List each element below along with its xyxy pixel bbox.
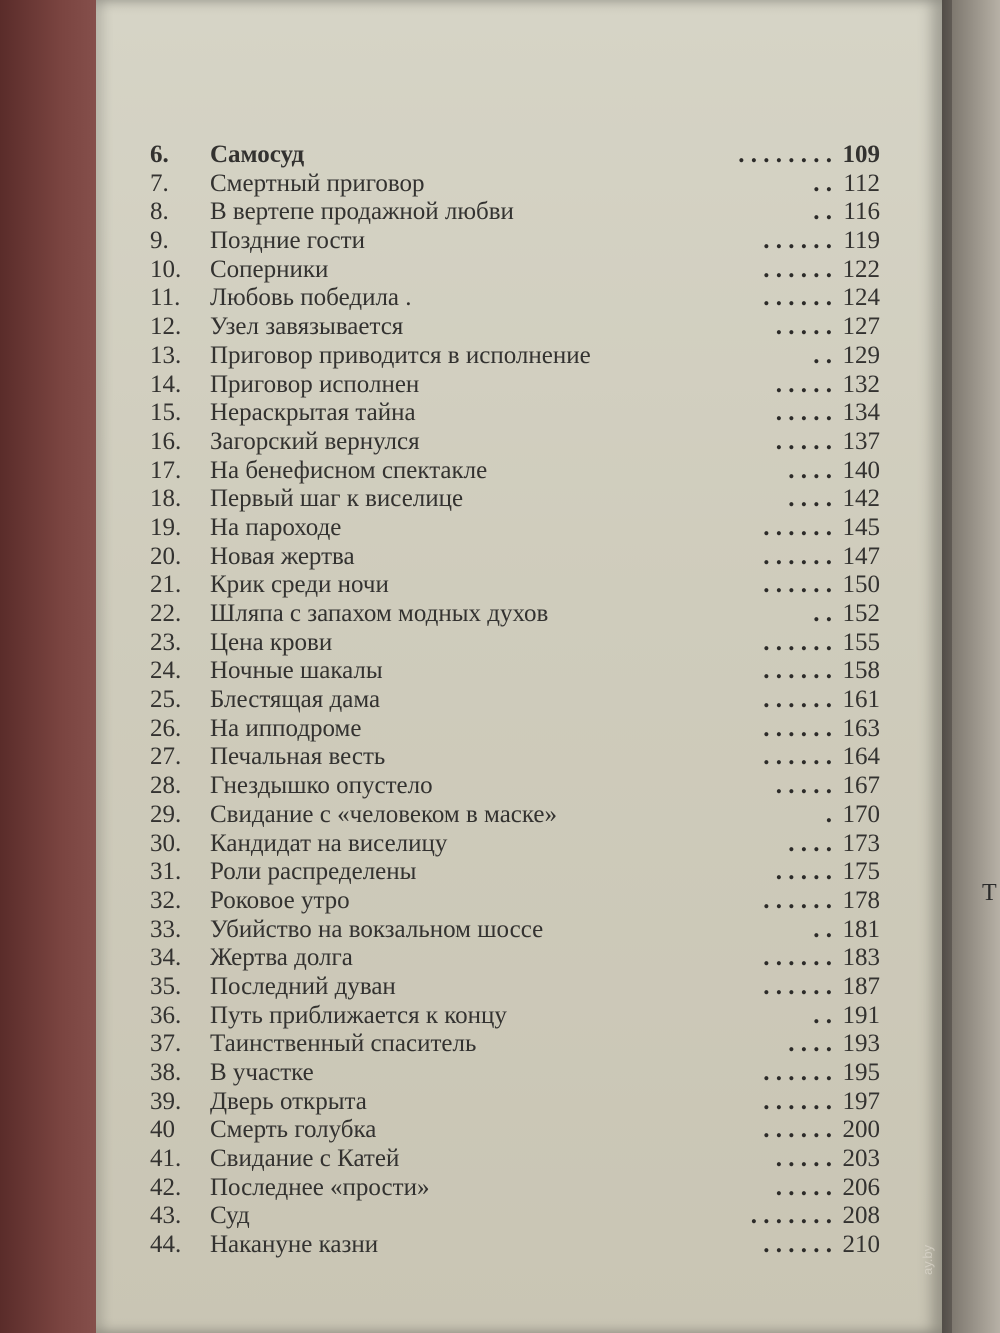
chapter-title: Последний дуван [210, 972, 396, 1000]
dot-leader: . . . . . . [763, 542, 832, 570]
chapter-title: На пароходе [210, 513, 342, 541]
chapter-title: Путь приближается к концу [210, 1001, 507, 1029]
chapter-title: Дверь открыта [210, 1087, 367, 1115]
page-number: 155 [842, 628, 880, 656]
chapter-number: 16. [150, 427, 182, 455]
toc-entry [150, 772, 910, 801]
chapter-title: На бенефисном спектакле [210, 456, 488, 484]
toc-entry [150, 170, 910, 199]
page-number: 152 [842, 600, 880, 627]
chapter-title: Роковое утро [210, 886, 350, 914]
toc-entry [150, 1002, 910, 1031]
chapter-number: 11. [150, 284, 181, 312]
table-of-contents [150, 141, 910, 1260]
chapter-number: 10. [150, 255, 182, 283]
page-number: 170 [842, 800, 880, 828]
chapter-number: 6. [150, 141, 169, 168]
chapter-number: 32. [150, 886, 182, 914]
toc-entry [150, 715, 910, 744]
watermark: ay.by [920, 1244, 935, 1275]
toc-entry [150, 1088, 910, 1117]
chapter-title: Шляпа с запахом модных духов [210, 600, 549, 627]
chapter-number: 34. [150, 944, 182, 972]
dot-leader: . . . . . [775, 1145, 832, 1173]
page-number: 163 [842, 714, 880, 742]
toc-entry [150, 198, 910, 227]
dot-leader: . . . . . . [763, 972, 832, 1000]
page-number: 137 [842, 427, 880, 455]
chapter-number: 9. [150, 227, 169, 255]
chapter-number: 19. [150, 513, 182, 541]
chapter-number: 8. [150, 198, 169, 226]
chapter-title: В участке [210, 1059, 314, 1086]
page-number: 175 [842, 858, 880, 886]
page-number: 150 [842, 571, 880, 599]
page-number: 187 [842, 972, 880, 1000]
chapter-title: Приговор приводится в исполнение [210, 341, 591, 369]
dot-leader: . . . . . . [763, 1231, 832, 1259]
page-number: 147 [842, 542, 880, 570]
chapter-title: Любовь победила . [210, 284, 412, 312]
dot-leader: . . [813, 169, 832, 197]
chapter-title: Первый шаг к виселице [210, 485, 464, 513]
toc-entry [150, 1059, 910, 1088]
toc-entry [150, 514, 910, 543]
chapter-title: Смерть голубка [210, 1116, 377, 1144]
chapter-number: 28. [150, 772, 182, 800]
chapter-number: 42. [150, 1173, 182, 1201]
page-number: 193 [842, 1030, 880, 1058]
dot-leader: . . . . . . [763, 714, 832, 742]
adjacent-page-edge [952, 0, 1000, 1333]
page-number: 112 [843, 169, 880, 197]
dot-leader: . . . . [788, 829, 832, 857]
page-number: 164 [842, 743, 880, 771]
page-number: 206 [842, 1173, 880, 1201]
toc-entry [150, 428, 910, 457]
chapter-number: 33. [150, 915, 182, 943]
chapter-title: Смертный приговор [210, 169, 425, 197]
dot-leader: . . . . . [775, 370, 832, 398]
page-number: 119 [843, 227, 880, 255]
chapter-title: Убийство на вокзальном шоссе [210, 915, 544, 943]
chapter-title: Жертва долга [210, 944, 353, 972]
chapter-title: Блестящая дама [210, 686, 381, 714]
toc-entry [150, 858, 910, 887]
chapter-title: Последнее «прости» [210, 1173, 430, 1201]
chapter-number: 31. [150, 858, 182, 886]
dot-leader: . . . . . . . . [738, 141, 832, 168]
dot-leader: . . . . . [775, 858, 832, 886]
dot-leader: . . . . [788, 1030, 832, 1058]
toc-entry [150, 686, 910, 715]
chapter-number: 23. [150, 628, 182, 656]
dot-leader: . . . . . [775, 427, 832, 455]
page-number: 145 [842, 513, 880, 541]
dot-leader: . . . . . . [763, 657, 832, 685]
dot-leader: . . . . . [775, 772, 832, 800]
page-number: 134 [842, 399, 880, 427]
toc-entry [150, 141, 910, 170]
dot-leader: . . . . . . [763, 255, 832, 283]
toc-entry [150, 801, 910, 830]
chapter-title: Загорский вернулся [210, 427, 420, 455]
page-number: 140 [842, 456, 880, 484]
dot-leader: . . . . . . [763, 284, 832, 312]
toc-entry [150, 543, 910, 572]
adjacent-page-letter: Т [982, 880, 997, 906]
toc-entry [150, 830, 910, 859]
toc-entry [150, 227, 910, 256]
toc-entry [150, 371, 910, 400]
page-number: 109 [842, 141, 880, 168]
chapter-number: 41. [150, 1145, 182, 1173]
chapter-number: 13. [150, 341, 182, 369]
chapter-title: Соперники [210, 255, 329, 283]
chapter-title: Накануне казни [210, 1231, 379, 1259]
dot-leader: . . . . . . [763, 886, 832, 914]
dot-leader: . . . . . . [763, 571, 832, 599]
toc-entry [150, 313, 910, 342]
toc-entry [150, 1202, 910, 1231]
page-number: 197 [842, 1087, 880, 1115]
toc-entry [150, 1030, 910, 1059]
page-number: 122 [842, 255, 880, 283]
chapter-number: 43. [150, 1202, 182, 1230]
chapter-title: Поздние гости [210, 227, 365, 255]
chapter-number: 36. [150, 1001, 182, 1029]
chapter-number: 25. [150, 686, 182, 714]
chapter-number: 27. [150, 743, 182, 771]
chapter-number: 40 [150, 1116, 175, 1144]
dot-leader: . . . . . . [763, 227, 832, 255]
toc-entry [150, 1174, 910, 1203]
dot-leader: . . . . . [775, 313, 832, 341]
page-number: 132 [842, 370, 880, 398]
page-number: 191 [842, 1001, 880, 1029]
page-number: 195 [842, 1059, 880, 1086]
dot-leader: . . . . . [775, 399, 832, 427]
page-number: 129 [842, 341, 880, 369]
chapter-title: Свидание с «человеком в маске» [210, 800, 558, 828]
chapter-number: 7. [150, 169, 169, 197]
page-number: 173 [842, 829, 880, 857]
page-number: 200 [842, 1116, 880, 1144]
page-number: 127 [842, 313, 880, 341]
page-number: 124 [842, 284, 880, 312]
chapter-title: Новая жертва [210, 542, 355, 570]
dot-leader: . . [813, 915, 832, 943]
toc-entry [150, 743, 910, 772]
chapter-title: Нераскрытая тайна [210, 399, 416, 427]
chapter-title: Гнездышко опустело [210, 772, 433, 800]
chapter-number: 12. [150, 313, 182, 341]
dot-leader: . . . . [788, 485, 832, 513]
toc-entry [150, 1116, 910, 1145]
dot-leader: . . [813, 600, 832, 627]
dot-leader: . . . . . . [763, 628, 832, 656]
chapter-title: На ипподроме [210, 714, 362, 742]
page-number: 116 [843, 198, 880, 226]
chapter-title: Цена крови [210, 628, 333, 656]
dot-leader: . . [813, 1001, 832, 1029]
chapter-title: Печальная весть [210, 743, 386, 771]
chapter-number: 21. [150, 571, 182, 599]
dot-leader: . . . . . . [763, 1116, 832, 1144]
table-surface-left [0, 0, 110, 1333]
toc-entry [150, 973, 910, 1002]
toc-entry [150, 284, 910, 313]
page-number: 178 [842, 886, 880, 914]
toc-entry [150, 629, 910, 658]
toc-entry [150, 657, 910, 686]
dot-leader: . . [813, 341, 832, 369]
toc-entry [150, 342, 910, 371]
chapter-number: 14. [150, 370, 182, 398]
chapter-number: 44. [150, 1231, 182, 1259]
chapter-number: 29. [150, 800, 182, 828]
dot-leader: . . [813, 198, 832, 226]
dot-leader: . . . . . . [763, 1087, 832, 1115]
dot-leader: . . . . . . [763, 513, 832, 541]
chapter-title: Крик среди ночи [210, 571, 389, 599]
chapter-number: 17. [150, 456, 182, 484]
chapter-number: 38. [150, 1059, 182, 1086]
page-number: 142 [842, 485, 880, 513]
chapter-title: Самосуд [210, 141, 305, 168]
toc-entry [150, 887, 910, 916]
page-number: 203 [842, 1145, 880, 1173]
toc-entry [150, 457, 910, 486]
chapter-title: Ночные шакалы [210, 657, 383, 685]
toc-entry [150, 600, 910, 629]
toc-entry [150, 485, 910, 514]
dot-leader: . . . . . . [763, 686, 832, 714]
page-number: 210 [842, 1231, 880, 1259]
chapter-number: 18. [150, 485, 182, 513]
chapter-number: 30. [150, 829, 182, 857]
chapter-title: В вертепе продажной любви [210, 198, 514, 226]
page-number: 183 [842, 944, 880, 972]
toc-entry [150, 1231, 910, 1260]
chapter-number: 35. [150, 972, 182, 1000]
dot-leader: . [825, 800, 832, 828]
page-number: 158 [842, 657, 880, 685]
chapter-number: 26. [150, 714, 182, 742]
chapter-title: Кандидат на виселицу [210, 829, 448, 857]
chapter-title: Приговор исполнен [210, 370, 420, 398]
page-number: 161 [842, 686, 880, 714]
dot-leader: . . . . [788, 456, 832, 484]
dot-leader: . . . . . . [763, 743, 832, 771]
chapter-title: Узел завязывается [210, 313, 404, 341]
dot-leader: . . . . . . . [750, 1202, 832, 1230]
page-number: 208 [842, 1202, 880, 1230]
toc-entry [150, 916, 910, 945]
chapter-number: 37. [150, 1030, 182, 1058]
chapter-title: Таинственный спаситель [210, 1030, 477, 1058]
toc-entry [150, 571, 910, 600]
page-number: 167 [842, 772, 880, 800]
chapter-number: 22. [150, 600, 182, 627]
toc-entry [150, 1145, 910, 1174]
toc-entry [150, 256, 910, 285]
chapter-number: 20. [150, 542, 182, 570]
dot-leader: . . . . . . [763, 944, 832, 972]
chapter-number: 39. [150, 1087, 182, 1115]
chapter-number: 15. [150, 399, 182, 427]
chapter-number: 24. [150, 657, 182, 685]
page-number: 181 [842, 915, 880, 943]
dot-leader: . . . . . . [763, 1059, 832, 1086]
dot-leader: . . . . . [775, 1173, 832, 1201]
chapter-title: Роли распределены [210, 858, 417, 886]
toc-entry [150, 399, 910, 428]
toc-entry [150, 944, 910, 973]
chapter-title: Свидание с Катей [210, 1145, 400, 1173]
chapter-title: Суд [210, 1202, 250, 1230]
